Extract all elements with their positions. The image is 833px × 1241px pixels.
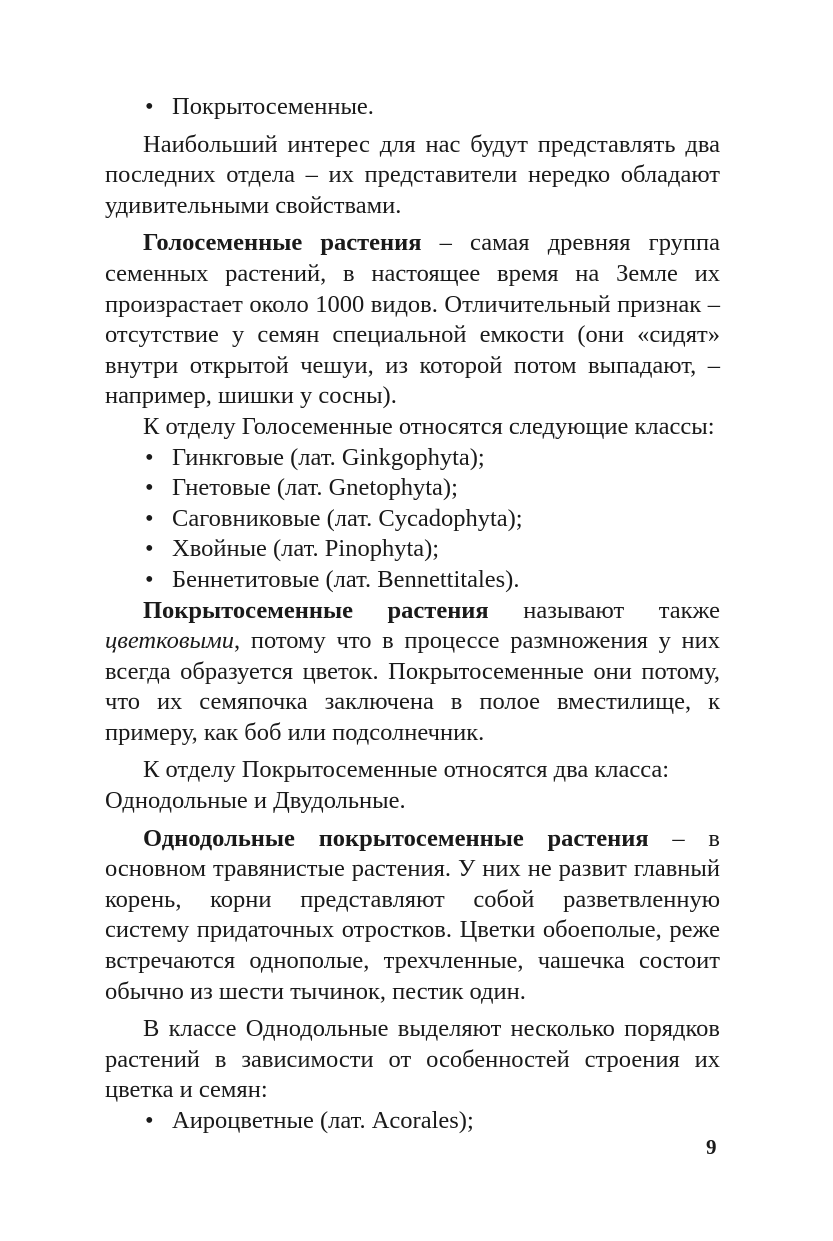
paragraph-monocot-orders: В классе Однодольные выделяют несколько порядков растений в зависимости от особенностей строения их цветка и семян:	[105, 1015, 720, 1104]
gymnosperm-class-list	[105, 443, 720, 596]
paragraph-angiosperms: Покрытосеменные растения называют также цветковыми, потому что в процессе размножения у них всегда образуется цветок. Покрытосеменные они потому, что их семяпочка заключена в полое вместилище, к примеру, как боб или подсолнечник.	[105, 596, 720, 746]
paragraph-gymnosperm-classes: К отделу Голосеменные относятся следующие классы:	[143, 412, 715, 440]
term-angiosperms: Покрытосеменные растения	[143, 596, 489, 624]
monocot-order-list	[105, 1106, 720, 1137]
bullet-icon: •	[145, 443, 154, 471]
list-item: • Гнетовые (лат. Gnetophyta);	[105, 473, 720, 504]
list-item: • Покрытосеменные.	[105, 92, 720, 123]
term-monocots: Однодольные покрытосеменные растения	[143, 824, 649, 852]
paragraph-monocots: Однодольные покрытосеменные растения – в основном травянистые растения. У них не развит главный корень, корни представляют собой разветвленную систему придаточных отростков. Цветки обоеполые, реже встречаются однополые, трехчленные, чашечка состоит обычно из шести тычинок, пестик один.	[105, 824, 720, 1005]
bullet-icon: •	[145, 535, 154, 563]
list-item: • Хвойные (лат. Pinophyta);	[105, 534, 720, 565]
bullet-icon: •	[145, 504, 154, 532]
bullet-icon: •	[145, 93, 154, 120]
page-body	[105, 92, 720, 1137]
bullet-icon: •	[145, 474, 154, 502]
list-item: • Гинкговые (лат. Ginkgophyta);	[105, 443, 720, 474]
term-flowering: цветковыми	[105, 627, 235, 655]
page-number: 9	[706, 1135, 717, 1159]
list-item: • Беннетитовые (лат. Bennettitales).	[105, 565, 720, 596]
division-list-tail	[105, 92, 720, 123]
list-item: • Аироцветные (лат. Acorales);	[105, 1106, 720, 1137]
paragraph-gymnosperms: Голосеменные растения – самая древняя группа семенных растений, в настоящее время на Земле их произрастает около 1000 видов. Отличительный признак – отсутствие у семян специальной емкости (они «сидят» внутри открытой чешуи, из которой потом выпадают, – например, шишки у сосны).	[105, 229, 720, 410]
paragraph-intro: Наибольший интерес для нас будут представлять два последних отдела – их представители нередко обладают удивительными свойствами.	[105, 130, 720, 219]
bullet-icon: •	[145, 565, 154, 593]
term-gymnosperms: Голосеменные растения	[143, 229, 422, 257]
list-item: • Саговниковые (лат. Cycadophyta);	[105, 504, 720, 535]
bullet-icon: •	[145, 1107, 154, 1134]
paragraph-angiosperm-classes: К отделу Покрытосеменные относятся два класса: Однодольные и Двудольные.	[105, 756, 670, 815]
